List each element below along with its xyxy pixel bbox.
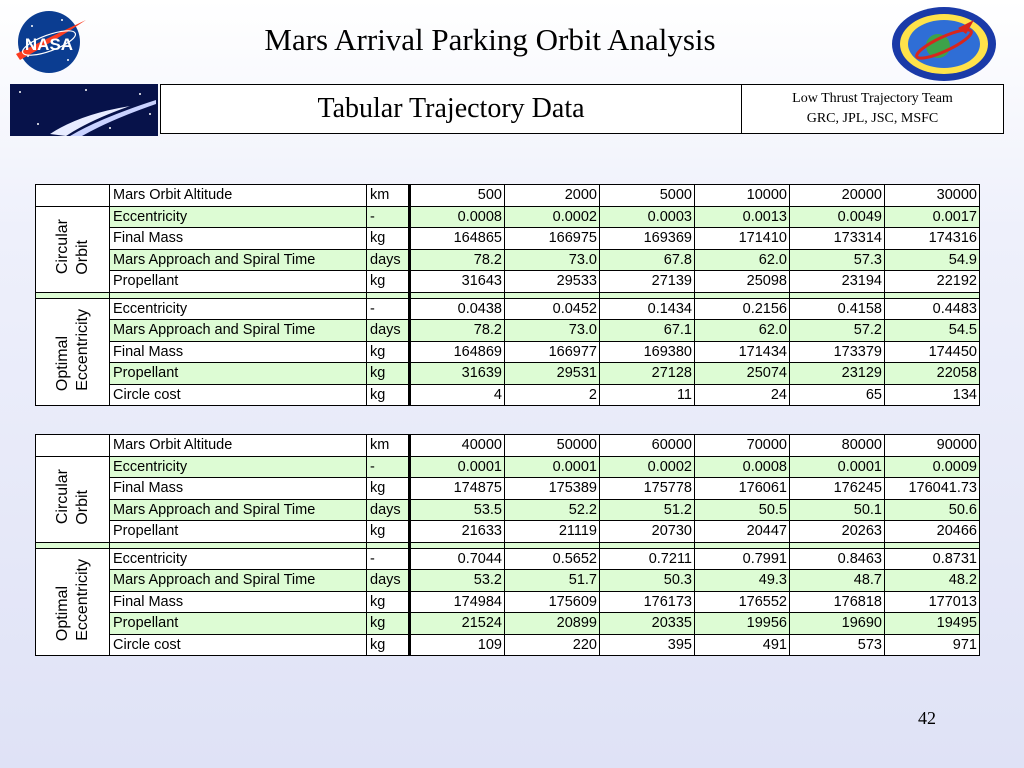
row-value: 176245: [790, 478, 885, 500]
row-value: 0.0001: [790, 456, 885, 478]
row-value: 23194: [790, 271, 885, 293]
row-value: 25074: [695, 363, 790, 385]
table-row: [36, 591, 980, 613]
row-value: 53.2: [410, 570, 505, 592]
row-unit: kg: [367, 634, 410, 656]
table-row: [36, 384, 980, 406]
row-unit: days: [367, 249, 410, 271]
team-name: Low Thrust Trajectory Team: [792, 91, 953, 106]
row-value: 57.3: [790, 249, 885, 271]
row-label: Eccentricity: [110, 206, 367, 228]
row-value: 220: [505, 634, 600, 656]
row-label: Propellant: [110, 521, 367, 543]
row-label: Mars Approach and Spiral Time: [110, 320, 367, 342]
row-unit: days: [367, 499, 410, 521]
row-value: 0.7211: [600, 548, 695, 570]
row-value: 175778: [600, 478, 695, 500]
row-value: 174450: [885, 341, 980, 363]
row-value: 174875: [410, 478, 505, 500]
row-value: 60000: [600, 435, 695, 457]
row-value: 50.5: [695, 499, 790, 521]
row-value: 50.6: [885, 499, 980, 521]
table-row: [36, 521, 980, 543]
row-label: Eccentricity: [110, 298, 367, 320]
optimal-eccentricity-label: [36, 298, 110, 406]
row-value: 50000: [505, 435, 600, 457]
trajectory-table-2: [35, 434, 980, 656]
row-label: Eccentricity: [110, 548, 367, 570]
row-value: 176041.73: [885, 478, 980, 500]
row-label: Mars Approach and Spiral Time: [110, 570, 367, 592]
row-value: 0.0008: [410, 206, 505, 228]
row-value: 20730: [600, 521, 695, 543]
row-unit: days: [367, 320, 410, 342]
row-value: 29531: [505, 363, 600, 385]
row-value: 171410: [695, 228, 790, 250]
table-row: [36, 613, 980, 635]
table-row: [36, 185, 980, 207]
spacecraft-image: [10, 84, 158, 136]
row-value: 134: [885, 384, 980, 406]
group-label-line: Optimal: [53, 585, 71, 641]
row-label: Circle cost: [110, 634, 367, 656]
row-label: Mars Orbit Altitude: [110, 435, 367, 457]
row-value: 175389: [505, 478, 600, 500]
row-label: Mars Orbit Altitude: [110, 185, 367, 207]
row-value: 176173: [600, 591, 695, 613]
row-value: 49.3: [695, 570, 790, 592]
row-label: Propellant: [110, 271, 367, 293]
row-label: Propellant: [110, 613, 367, 635]
row-unit: -: [367, 548, 410, 570]
row-value: 23129: [790, 363, 885, 385]
table-row: [36, 363, 980, 385]
row-value: 73.0: [505, 320, 600, 342]
row-value: 0.0003: [600, 206, 695, 228]
row-value: 78.2: [410, 249, 505, 271]
row-value: 0.0438: [410, 298, 505, 320]
header-corner: [36, 435, 110, 457]
row-label: Circle cost: [110, 384, 367, 406]
row-label: Final Mass: [110, 228, 367, 250]
row-value: 20899: [505, 613, 600, 635]
row-unit: kg: [367, 591, 410, 613]
row-value: 171434: [695, 341, 790, 363]
row-value: 174316: [885, 228, 980, 250]
row-unit: km: [367, 185, 410, 207]
row-label: Final Mass: [110, 341, 367, 363]
row-value: 20000: [790, 185, 885, 207]
row-value: 0.8463: [790, 548, 885, 570]
row-unit: kg: [367, 341, 410, 363]
row-unit: -: [367, 456, 410, 478]
row-value: 173314: [790, 228, 885, 250]
row-label: Final Mass: [110, 591, 367, 613]
row-value: 90000: [885, 435, 980, 457]
table-row: [36, 548, 980, 570]
row-value: 176818: [790, 591, 885, 613]
row-unit: days: [367, 570, 410, 592]
row-value: 164869: [410, 341, 505, 363]
page-number: 42: [918, 708, 936, 728]
table-row: [36, 320, 980, 342]
optimal-eccentricity-label: [36, 548, 110, 656]
row-unit: km: [367, 435, 410, 457]
row-value: 52.2: [505, 499, 600, 521]
row-value: 971: [885, 634, 980, 656]
header-corner: [36, 185, 110, 207]
row-value: 0.0049: [790, 206, 885, 228]
row-value: 0.0008: [695, 456, 790, 478]
row-value: 27128: [600, 363, 695, 385]
row-value: 65: [790, 384, 885, 406]
row-value: 166975: [505, 228, 600, 250]
table-row: [36, 456, 980, 478]
row-value: 5000: [600, 185, 695, 207]
row-value: 57.2: [790, 320, 885, 342]
row-value: 19690: [790, 613, 885, 635]
team-centers: GRC, JPL, JSC, MSFC: [806, 111, 939, 126]
row-value: 0.0452: [505, 298, 600, 320]
row-value: 20466: [885, 521, 980, 543]
row-value: 51.7: [505, 570, 600, 592]
row-value: 0.0017: [885, 206, 980, 228]
row-value: 177013: [885, 591, 980, 613]
row-value: 54.9: [885, 249, 980, 271]
row-value: 51.2: [600, 499, 695, 521]
row-value: 40000: [410, 435, 505, 457]
row-value: 0.7991: [695, 548, 790, 570]
row-value: 31643: [410, 271, 505, 293]
row-value: 30000: [885, 185, 980, 207]
table-row: [36, 271, 980, 293]
row-value: 67.8: [600, 249, 695, 271]
section-title: Tabular Trajectory Data: [161, 85, 742, 133]
row-value: 0.4483: [885, 298, 980, 320]
row-value: 175609: [505, 591, 600, 613]
row-value: 109: [410, 634, 505, 656]
table-row: [36, 249, 980, 271]
group-label-line: Eccentricity: [73, 558, 91, 641]
row-value: 0.5652: [505, 548, 600, 570]
row-value: 0.0001: [410, 456, 505, 478]
row-value: 21524: [410, 613, 505, 635]
group-label-line: Circular: [53, 219, 71, 275]
row-value: 20447: [695, 521, 790, 543]
table-row: [36, 341, 980, 363]
table-row: [36, 206, 980, 228]
row-value: 169380: [600, 341, 695, 363]
row-value: 70000: [695, 435, 790, 457]
row-value: 491: [695, 634, 790, 656]
row-value: 31639: [410, 363, 505, 385]
row-unit: -: [367, 206, 410, 228]
row-value: 0.8731: [885, 548, 980, 570]
row-label: Mars Approach and Spiral Time: [110, 249, 367, 271]
row-value: 54.5: [885, 320, 980, 342]
table-row: [36, 478, 980, 500]
row-value: 19956: [695, 613, 790, 635]
table-row: [36, 499, 980, 521]
row-value: 173379: [790, 341, 885, 363]
row-value: 176552: [695, 591, 790, 613]
row-unit: kg: [367, 363, 410, 385]
row-value: 19495: [885, 613, 980, 635]
row-unit: kg: [367, 613, 410, 635]
group-label-line: Eccentricity: [73, 308, 91, 391]
row-value: 176061: [695, 478, 790, 500]
row-unit: kg: [367, 228, 410, 250]
row-value: 0.2156: [695, 298, 790, 320]
row-value: 10000: [695, 185, 790, 207]
row-value: 4: [410, 384, 505, 406]
row-value: 80000: [790, 435, 885, 457]
row-value: 73.0: [505, 249, 600, 271]
row-label: Eccentricity: [110, 456, 367, 478]
row-value: 164865: [410, 228, 505, 250]
row-value: 50.3: [600, 570, 695, 592]
row-value: 67.1: [600, 320, 695, 342]
trajectory-table-1: [35, 184, 980, 406]
row-value: 11: [600, 384, 695, 406]
row-label: Propellant: [110, 363, 367, 385]
group-label-line: Orbit: [73, 489, 91, 525]
table-row: [36, 298, 980, 320]
row-value: 50.1: [790, 499, 885, 521]
row-value: 166977: [505, 341, 600, 363]
row-value: 20335: [600, 613, 695, 635]
row-value: 395: [600, 634, 695, 656]
row-value: 22058: [885, 363, 980, 385]
row-value: 62.0: [695, 320, 790, 342]
row-value: 0.0001: [505, 456, 600, 478]
row-value: 27139: [600, 271, 695, 293]
row-label: Mars Approach and Spiral Time: [110, 499, 367, 521]
row-unit: kg: [367, 521, 410, 543]
row-value: 21633: [410, 521, 505, 543]
table-row: [36, 634, 980, 656]
row-unit: kg: [367, 478, 410, 500]
team-credits: [742, 85, 1003, 133]
row-value: 62.0: [695, 249, 790, 271]
group-label-line: Circular: [53, 469, 71, 525]
table-row: [36, 228, 980, 250]
table-row: [36, 570, 980, 592]
group-label-line: Optimal: [53, 335, 71, 391]
row-value: 169369: [600, 228, 695, 250]
row-value: 20263: [790, 521, 885, 543]
row-value: 573: [790, 634, 885, 656]
row-value: 78.2: [410, 320, 505, 342]
circular-orbit-label: [36, 206, 110, 292]
row-value: 53.5: [410, 499, 505, 521]
row-value: 22192: [885, 271, 980, 293]
row-unit: kg: [367, 384, 410, 406]
row-unit: kg: [367, 271, 410, 293]
row-value: 25098: [695, 271, 790, 293]
row-value: 29533: [505, 271, 600, 293]
subheader-box: [160, 84, 1004, 134]
row-value: 24: [695, 384, 790, 406]
row-value: 174984: [410, 591, 505, 613]
row-value: 0.0009: [885, 456, 980, 478]
row-value: 0.0013: [695, 206, 790, 228]
circular-orbit-label: [36, 456, 110, 542]
row-value: 48.2: [885, 570, 980, 592]
row-label: Final Mass: [110, 478, 367, 500]
row-value: 0.7044: [410, 548, 505, 570]
row-value: 0.1434: [600, 298, 695, 320]
row-unit: -: [367, 298, 410, 320]
row-value: 2: [505, 384, 600, 406]
page-title: Mars Arrival Parking Orbit Analysis: [264, 22, 716, 57]
svg-text:NASA: NASA: [24, 35, 74, 54]
table-row: [36, 435, 980, 457]
row-value: 500: [410, 185, 505, 207]
row-value: 0.0002: [600, 456, 695, 478]
row-value: 2000: [505, 185, 600, 207]
group-label-line: Orbit: [73, 239, 91, 275]
row-value: 48.7: [790, 570, 885, 592]
row-value: 21119: [505, 521, 600, 543]
row-value: 0.4158: [790, 298, 885, 320]
row-value: 0.0002: [505, 206, 600, 228]
